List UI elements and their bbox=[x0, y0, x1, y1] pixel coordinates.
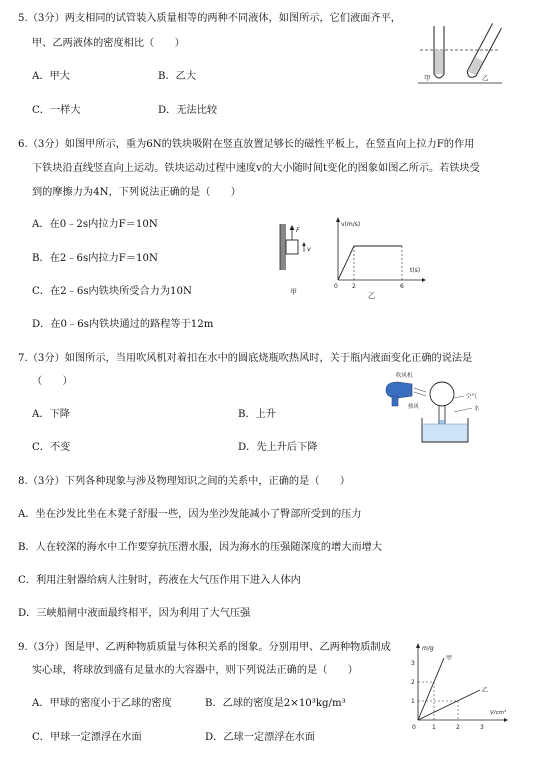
q7-fig-label-water: 水 bbox=[474, 406, 480, 412]
q6-stem-line2: 下铁块沿直线竖直向上运动。铁块运动过程中速度v的大小随时间t变化的图象如图乙所示。若铁块受 bbox=[32, 163, 480, 174]
q6-option-d[interactable]: D．在0﹣6s内铁块通过的路程等于12m bbox=[32, 319, 214, 330]
q9-graph-y-tick-2: 2 bbox=[411, 679, 415, 686]
q9-graph-x-tick-3: 3 bbox=[480, 724, 484, 731]
q5-option-d[interactable]: D．无法比较 bbox=[158, 105, 218, 116]
q9-graph-origin: 0 bbox=[412, 724, 416, 731]
q7-fig-label-blower: 吹风机 bbox=[396, 373, 413, 379]
q9-graph-x-label: V/cm³ bbox=[490, 710, 507, 716]
q7-option-b[interactable]: B．上升 bbox=[238, 409, 277, 420]
q6-graph-tick-0: 0 bbox=[334, 283, 338, 290]
q9-graph-y-label: m/g bbox=[422, 645, 434, 652]
q6-graph-label-yi: 乙 bbox=[368, 292, 375, 300]
q8-stem-line1: 8.（3分）下列各种现象与涉及物理知识之间的关系中，正确的是（ ） bbox=[18, 476, 351, 487]
q7-stem-line2: （ ） bbox=[32, 376, 73, 387]
q6-stem-line3: 到的摩擦力为4N，下列说法正确的是（ ） bbox=[32, 187, 241, 198]
q9-option-c[interactable]: C．甲球一定漂浮在水面 bbox=[32, 732, 142, 743]
q9-graph-label-yi: 乙 bbox=[482, 687, 489, 694]
q5-test-tubes-figure bbox=[418, 20, 508, 88]
q6-graph-tick-6: 6 bbox=[400, 283, 404, 290]
q9-graph-label-jia: 甲 bbox=[446, 655, 453, 662]
q5-stem-line1: 5.（3分）两支相同的试管装入质量相等的两种不同液体，如图所示，它们液面齐平， bbox=[18, 13, 401, 24]
q7-option-c[interactable]: C．不变 bbox=[32, 442, 71, 453]
q9-stem-line1: 9.（3分）图是甲、乙两种物质质量与体积关系的图象。分别用甲、乙两种物质制成 bbox=[18, 642, 391, 653]
q7-fig-label-hot-air: 热风 bbox=[408, 404, 420, 410]
q6-graph-tick-2: 2 bbox=[352, 283, 356, 290]
q5-option-a[interactable]: A．甲大 bbox=[32, 71, 70, 82]
q6-velocity-time-graph bbox=[330, 214, 430, 300]
q6-option-c[interactable]: C．在2﹣6s内铁块所受合力为10N bbox=[32, 286, 192, 297]
q5-fig-label-yi: 乙 bbox=[482, 74, 489, 82]
q9-mass-volume-graph bbox=[404, 640, 514, 732]
q7-option-a[interactable]: A．下降 bbox=[32, 409, 70, 420]
q5-option-c[interactable]: C．一样大 bbox=[32, 105, 81, 116]
q6-fig-label-f: F bbox=[296, 226, 300, 234]
q5-fig-label-jia: 甲 bbox=[424, 74, 431, 82]
q6-fig-label-v: v bbox=[307, 245, 311, 253]
q8-option-b[interactable]: B．人在较深的海水中工作要穿抗压潜水服，因为海水的压强随深度的增大而增大 bbox=[18, 542, 383, 553]
q9-graph-x-tick-2: 2 bbox=[456, 724, 460, 731]
q5-stem-line2: 甲、乙两液体的密度相比（ ） bbox=[32, 38, 185, 49]
q9-stem-line2: 实心球，将球放到盛有足量水的大容器中，则下列说法正确的是（ ） bbox=[32, 665, 358, 676]
q7-hair-dryer-flask-figure bbox=[382, 368, 492, 448]
q9-option-b[interactable]: B．乙球的密度是2×10³kg/m³ bbox=[205, 698, 346, 709]
q9-graph-y-tick-3: 3 bbox=[411, 660, 415, 667]
q6-option-a[interactable]: A．在0﹣2s内拉力F＝10N bbox=[32, 219, 158, 230]
q8-option-a[interactable]: A．坐在沙发比坐在木凳子舒服一些，因为坐沙发能减小了臀部所受到的压力 bbox=[18, 509, 362, 520]
q7-option-d[interactable]: D．先上升后下降 bbox=[238, 442, 318, 453]
q6-fig-label-jia: 甲 bbox=[290, 288, 297, 296]
q8-option-c[interactable]: C．利用注射器给病人注射时，药液在大气压作用下进入人体内 bbox=[18, 575, 301, 586]
q5-option-b[interactable]: B．乙大 bbox=[158, 71, 197, 82]
q6-option-b[interactable]: B．在2﹣6s内拉力F＝10N bbox=[32, 253, 158, 264]
q7-fig-label-air: 空气 bbox=[466, 394, 478, 400]
q9-graph-y-tick-1: 1 bbox=[411, 698, 415, 705]
q9-option-a[interactable]: A．甲球的密度小于乙球的密度 bbox=[32, 698, 172, 709]
q6-stem-line1: 6.（3分）如图甲所示，重为6N的铁块吸附在竖直放置足够长的磁性平板上，在竖直向上拉力F的作用 bbox=[18, 139, 475, 150]
q7-stem-line1: 7.（3分）如图所示，当用吹风机对着扣在水中的圆底烧瓶吹热风时，关于瓶内液面变化正确的说法是 bbox=[18, 353, 473, 364]
q6-graph-y-label: v(m/s) bbox=[341, 221, 361, 228]
q8-option-d[interactable]: D．三峡船闸中液面最终相平，因为利用了大气压强 bbox=[18, 608, 251, 619]
q6-iron-block-figure bbox=[276, 214, 326, 296]
q9-option-d[interactable]: D．乙球一定漂浮在水面 bbox=[205, 732, 316, 743]
q6-graph-x-label: t(s) bbox=[410, 267, 421, 274]
q9-graph-x-tick-1: 1 bbox=[432, 724, 436, 731]
